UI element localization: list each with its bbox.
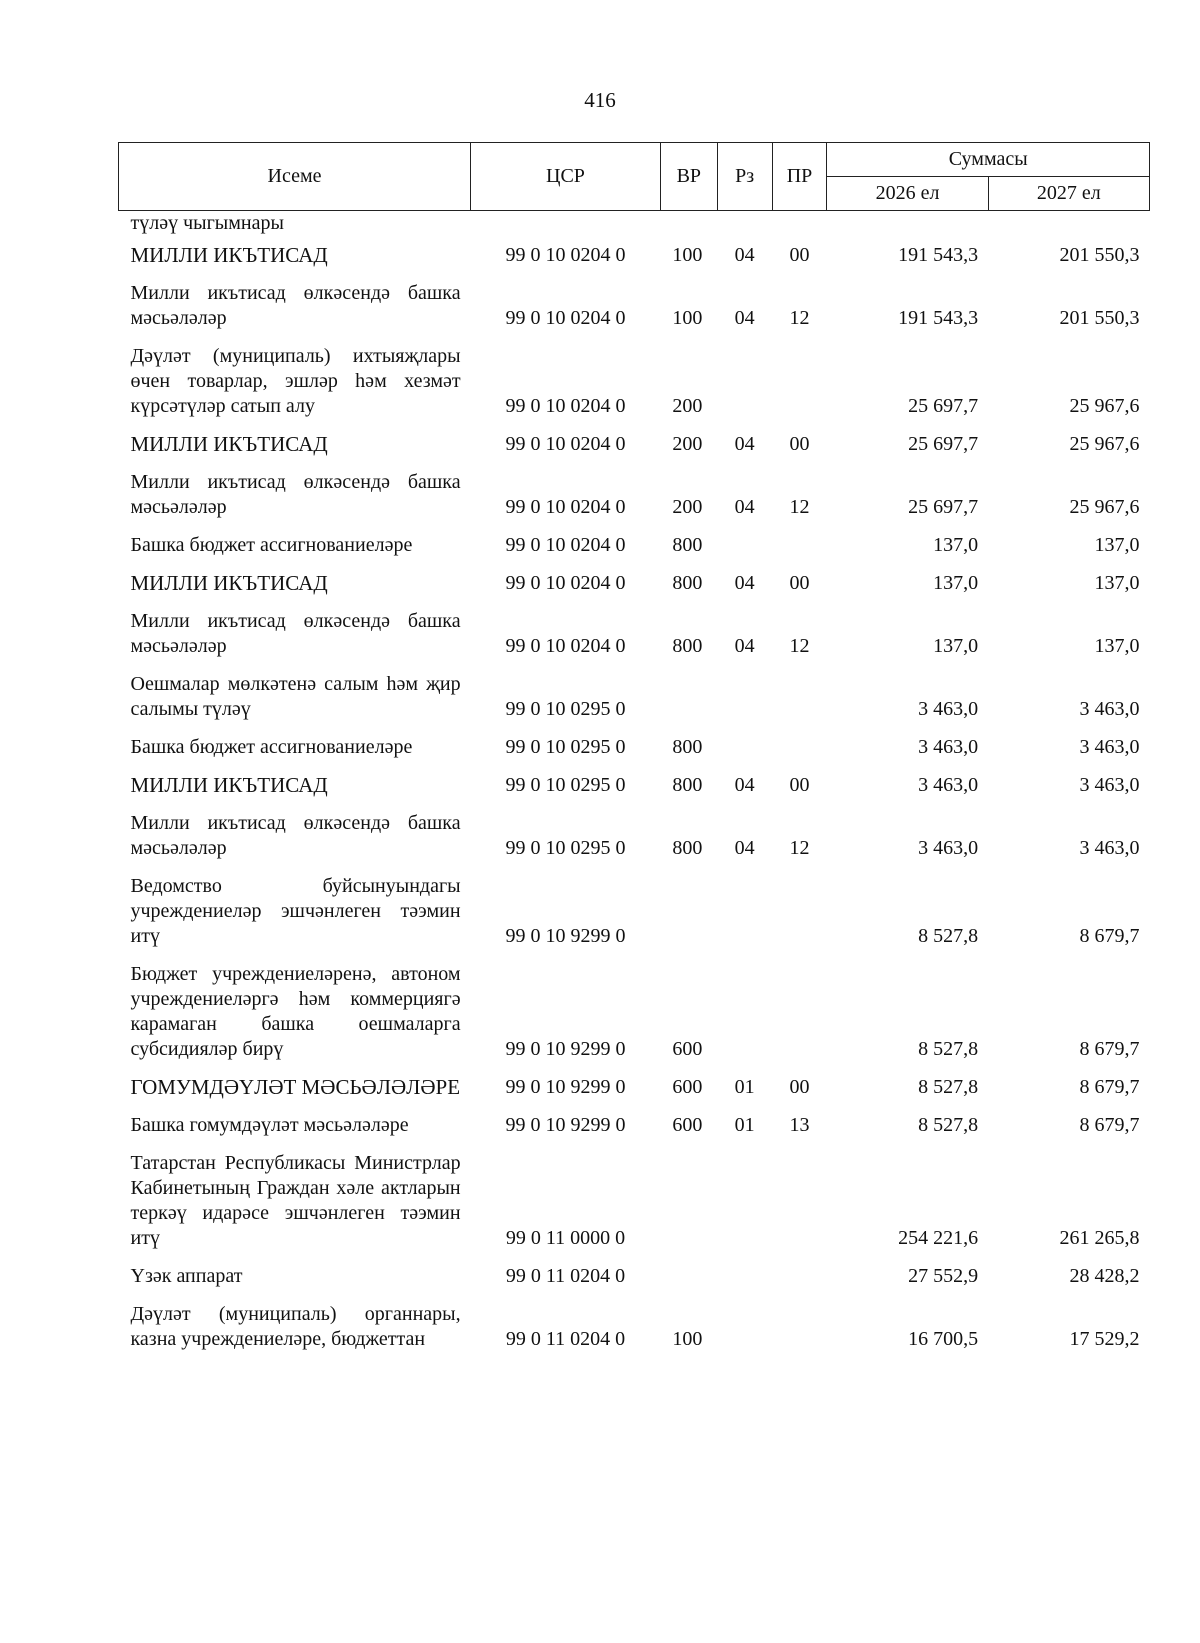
- cell-name: Башка бюджет ассигнованиеләре: [130, 534, 413, 556]
- cell-rz: 01: [734, 1076, 755, 1098]
- cell-vr: 200: [672, 496, 703, 518]
- cell-y2026: 191 543,3: [898, 307, 979, 329]
- cell-name: Ведомство буйсынуындагы учреждениеләр эшчәнлеген тәэмин итү: [130, 875, 461, 947]
- cell-csr: 99 0 10 9299 0: [505, 925, 626, 947]
- cell-vr: [660, 1146, 717, 1259]
- cell-pr: 00: [789, 433, 810, 455]
- cell-y2026: 191 543,3: [898, 244, 979, 266]
- cell-y2026: 27 552,9: [908, 1265, 979, 1287]
- cell-y2026: 254 221,6: [898, 1227, 979, 1249]
- cell-rz: [717, 528, 772, 566]
- cell-pr: 12: [789, 635, 810, 657]
- header-pr: ПР: [772, 143, 827, 211]
- cell-csr: 99 0 10 0204 0: [505, 496, 626, 518]
- table-row: [119, 566, 1150, 604]
- cell-vr: 600: [672, 1076, 703, 1098]
- cell-pr: 12: [789, 496, 810, 518]
- cell-y2026: 16 700,5: [908, 1328, 979, 1350]
- cell-y2026: 8 527,8: [918, 1076, 979, 1098]
- cell-pr: [772, 1297, 827, 1360]
- cell-rz: 04: [734, 307, 755, 329]
- cell-y2026: 137,0: [933, 635, 979, 657]
- cell-y2026: 137,0: [933, 572, 979, 594]
- cell-y2026: 3 463,0: [918, 736, 979, 758]
- cell-vr: 800: [672, 635, 703, 657]
- cell-rz: [717, 730, 772, 768]
- cell-csr: 99 0 10 0204 0: [505, 635, 626, 657]
- cell-name: Башка гомумдәүләт мәсьәләләре: [130, 1114, 409, 1136]
- cell-vr: 600: [672, 1114, 703, 1136]
- cell-y2027: 3 463,0: [1079, 736, 1140, 758]
- cell-vr: 100: [672, 244, 703, 266]
- cell-pr: [772, 528, 827, 566]
- cell-y2027: 201 550,3: [1059, 244, 1140, 266]
- cell-y2027: 25 967,6: [1069, 433, 1140, 455]
- cell-pr: [772, 730, 827, 768]
- cell-y2026: 8 527,8: [918, 1114, 979, 1136]
- table-row: [119, 806, 1150, 869]
- table-row: [119, 768, 1150, 806]
- table-header: [119, 143, 1150, 211]
- cell-y2027: 17 529,2: [1069, 1328, 1140, 1350]
- cell-csr: 99 0 11 0204 0: [505, 1265, 626, 1287]
- page-number: 416: [584, 88, 616, 112]
- cell-rz: 04: [734, 433, 755, 455]
- table-row: [119, 1108, 1150, 1146]
- cell-pr: [772, 957, 827, 1070]
- cell-name: Милли икътисад өлкәсендә башка мәсьәләләр: [130, 282, 461, 329]
- table-row: [119, 238, 1150, 276]
- cell-name: Дәүләт (муниципаль) органнары, казна учреждениеләре, бюджеттан: [130, 1303, 461, 1350]
- cell-y2026: 3 463,0: [918, 774, 979, 796]
- cell-pr: 00: [789, 572, 810, 594]
- cell-csr: 99 0 11 0204 0: [505, 1328, 626, 1350]
- table-row: [119, 1146, 1150, 1259]
- cell-name: Бюджет учреждениеләренә, автоном учреждениеләргә һәм коммерциягә карамаган башка оешмаларга субсидияләр бирү: [130, 963, 461, 1060]
- cell-rz: 04: [734, 774, 755, 796]
- header-rz: Рз: [717, 143, 772, 211]
- cell-vr: 800: [672, 774, 703, 796]
- continuation-text: түләү чыгымнары: [130, 212, 284, 234]
- cell-pr: 00: [789, 1076, 810, 1098]
- cell-vr: 800: [672, 572, 703, 594]
- cell-name: Оешмалар мөлкәтенә салым һәм җир салымы түләү: [130, 673, 461, 720]
- cell-name: Татарстан Республикасы Министрлар Кабинетының Граждан хәле актларын теркәү идарәсе эшчәнлеген тәэмин итү: [130, 1152, 461, 1249]
- cell-vr: 600: [672, 1038, 703, 1060]
- cell-csr: 99 0 10 0295 0: [505, 698, 626, 720]
- cell-name: Дәүләт (муниципаль) ихтыяҗлары өчен товарлар, эшләр һәм хезмәт күрсәтүләр сатып алу: [130, 345, 461, 417]
- cell-csr: 99 0 10 9299 0: [505, 1038, 626, 1060]
- cell-vr: 800: [672, 837, 703, 859]
- cell-name: МИЛЛИ ИКЪТИСАД: [130, 432, 328, 456]
- cell-name: Милли икътисад өлкәсендә башка мәсьәләләр: [130, 812, 461, 859]
- cell-pr: [772, 667, 827, 730]
- cell-rz: [717, 667, 772, 730]
- cell-rz: 04: [734, 635, 755, 657]
- cell-y2027: 137,0: [1094, 534, 1140, 556]
- table-row: [119, 1297, 1150, 1360]
- cell-name: МИЛЛИ ИКЪТИСАД: [130, 243, 328, 267]
- cell-csr: 99 0 10 0295 0: [505, 736, 626, 758]
- cell-rz: 04: [734, 496, 755, 518]
- cell-y2027: 3 463,0: [1079, 837, 1140, 859]
- header-year-2027: 2027 ел: [988, 177, 1149, 211]
- cell-name: Башка бюджет ассигнованиеләре: [130, 736, 413, 758]
- cell-y2027: 3 463,0: [1079, 698, 1140, 720]
- cell-name: МИЛЛИ ИКЪТИСАД: [130, 571, 328, 595]
- cell-vr: 100: [672, 1328, 703, 1350]
- cell-csr: 99 0 11 0000 0: [505, 1227, 626, 1249]
- header-year-2026: 2026 ел: [827, 177, 988, 211]
- cell-name: Милли икътисад өлкәсендә башка мәсьәләләр: [130, 471, 461, 518]
- cell-rz: 04: [734, 244, 755, 266]
- cell-name: МИЛЛИ ИКЪТИСАД: [130, 773, 328, 797]
- cell-rz: [717, 1297, 772, 1360]
- cell-y2026: 25 697,7: [908, 496, 979, 518]
- cell-pr: [772, 339, 827, 427]
- budget-table: [118, 142, 1150, 1360]
- cell-y2026: 8 527,8: [918, 925, 979, 947]
- cell-pr: [772, 1146, 827, 1259]
- table-row: [119, 869, 1150, 957]
- cell-y2026: 3 463,0: [918, 698, 979, 720]
- cell-vr: 800: [672, 736, 703, 758]
- cell-y2027: 261 265,8: [1059, 1227, 1140, 1249]
- cell-y2027: 25 967,6: [1069, 496, 1140, 518]
- cell-y2027: 137,0: [1094, 572, 1140, 594]
- cell-y2027: 201 550,3: [1059, 307, 1140, 329]
- cell-vr: [660, 1259, 717, 1297]
- cell-rz: 04: [734, 837, 755, 859]
- cell-y2027: 8 679,7: [1079, 1038, 1140, 1060]
- cell-rz: 01: [734, 1114, 755, 1136]
- cell-csr: 99 0 10 0295 0: [505, 774, 626, 796]
- cell-y2027: 28 428,2: [1069, 1265, 1140, 1287]
- cell-vr: [660, 869, 717, 957]
- cell-name: Үзәк аппарат: [130, 1265, 243, 1287]
- cell-y2026: 3 463,0: [918, 837, 979, 859]
- cell-y2027: 8 679,7: [1079, 925, 1140, 947]
- cell-name: Милли икътисад өлкәсендә башка мәсьәләләр: [130, 610, 461, 657]
- cell-rz: [717, 869, 772, 957]
- cell-rz: 04: [734, 572, 755, 594]
- cell-pr: 12: [789, 307, 810, 329]
- cell-csr: 99 0 10 0204 0: [505, 307, 626, 329]
- table-row: [119, 667, 1150, 730]
- cell-y2026: 8 527,8: [918, 1038, 979, 1060]
- table-body: [119, 211, 1150, 1361]
- table-row-continuation: [119, 211, 1150, 239]
- cell-y2027: 137,0: [1094, 635, 1140, 657]
- cell-vr: 800: [672, 534, 703, 556]
- cell-pr: 12: [789, 837, 810, 859]
- header-sums: Суммасы: [827, 143, 1150, 177]
- cell-csr: 99 0 10 0204 0: [505, 395, 626, 417]
- cell-y2027: 25 967,6: [1069, 395, 1140, 417]
- cell-y2027: 3 463,0: [1079, 774, 1140, 796]
- cell-pr: 00: [789, 774, 810, 796]
- cell-csr: 99 0 10 0204 0: [505, 572, 626, 594]
- table-row: [119, 339, 1150, 427]
- cell-rz: [717, 1146, 772, 1259]
- table-row: [119, 957, 1150, 1070]
- cell-csr: 99 0 10 9299 0: [505, 1114, 626, 1136]
- cell-pr: 00: [789, 244, 810, 266]
- table-row: [119, 276, 1150, 339]
- cell-csr: 99 0 10 0204 0: [505, 433, 626, 455]
- cell-csr: 99 0 10 0295 0: [505, 837, 626, 859]
- cell-csr: 99 0 10 0204 0: [505, 534, 626, 556]
- header-vr: ВР: [660, 143, 717, 211]
- table-row: [119, 1259, 1150, 1297]
- cell-vr: 100: [672, 307, 703, 329]
- table-row: [119, 528, 1150, 566]
- cell-rz: [717, 339, 772, 427]
- cell-vr: 200: [672, 395, 703, 417]
- cell-y2026: 25 697,7: [908, 395, 979, 417]
- cell-y2026: 25 697,7: [908, 433, 979, 455]
- cell-vr: [660, 667, 717, 730]
- table-row: [119, 1070, 1150, 1108]
- table-row: [119, 465, 1150, 528]
- cell-rz: [717, 1259, 772, 1297]
- table-row: [119, 604, 1150, 667]
- header-csr: ЦСР: [471, 143, 661, 211]
- cell-name: ГОМУМДӘҮЛӘТ МӘСЬӘЛӘЛӘРЕ: [130, 1075, 461, 1099]
- table-row: [119, 730, 1150, 768]
- cell-y2027: 8 679,7: [1079, 1076, 1140, 1098]
- cell-y2027: 8 679,7: [1079, 1114, 1140, 1136]
- cell-vr: 200: [672, 433, 703, 455]
- cell-pr: [772, 1259, 827, 1297]
- cell-rz: [717, 957, 772, 1070]
- cell-pr: [772, 869, 827, 957]
- cell-csr: 99 0 10 9299 0: [505, 1076, 626, 1098]
- cell-pr: 13: [789, 1114, 810, 1136]
- table-row: [119, 427, 1150, 465]
- header-name: Исеме: [119, 143, 471, 211]
- cell-y2026: 137,0: [933, 534, 979, 556]
- cell-csr: 99 0 10 0204 0: [505, 244, 626, 266]
